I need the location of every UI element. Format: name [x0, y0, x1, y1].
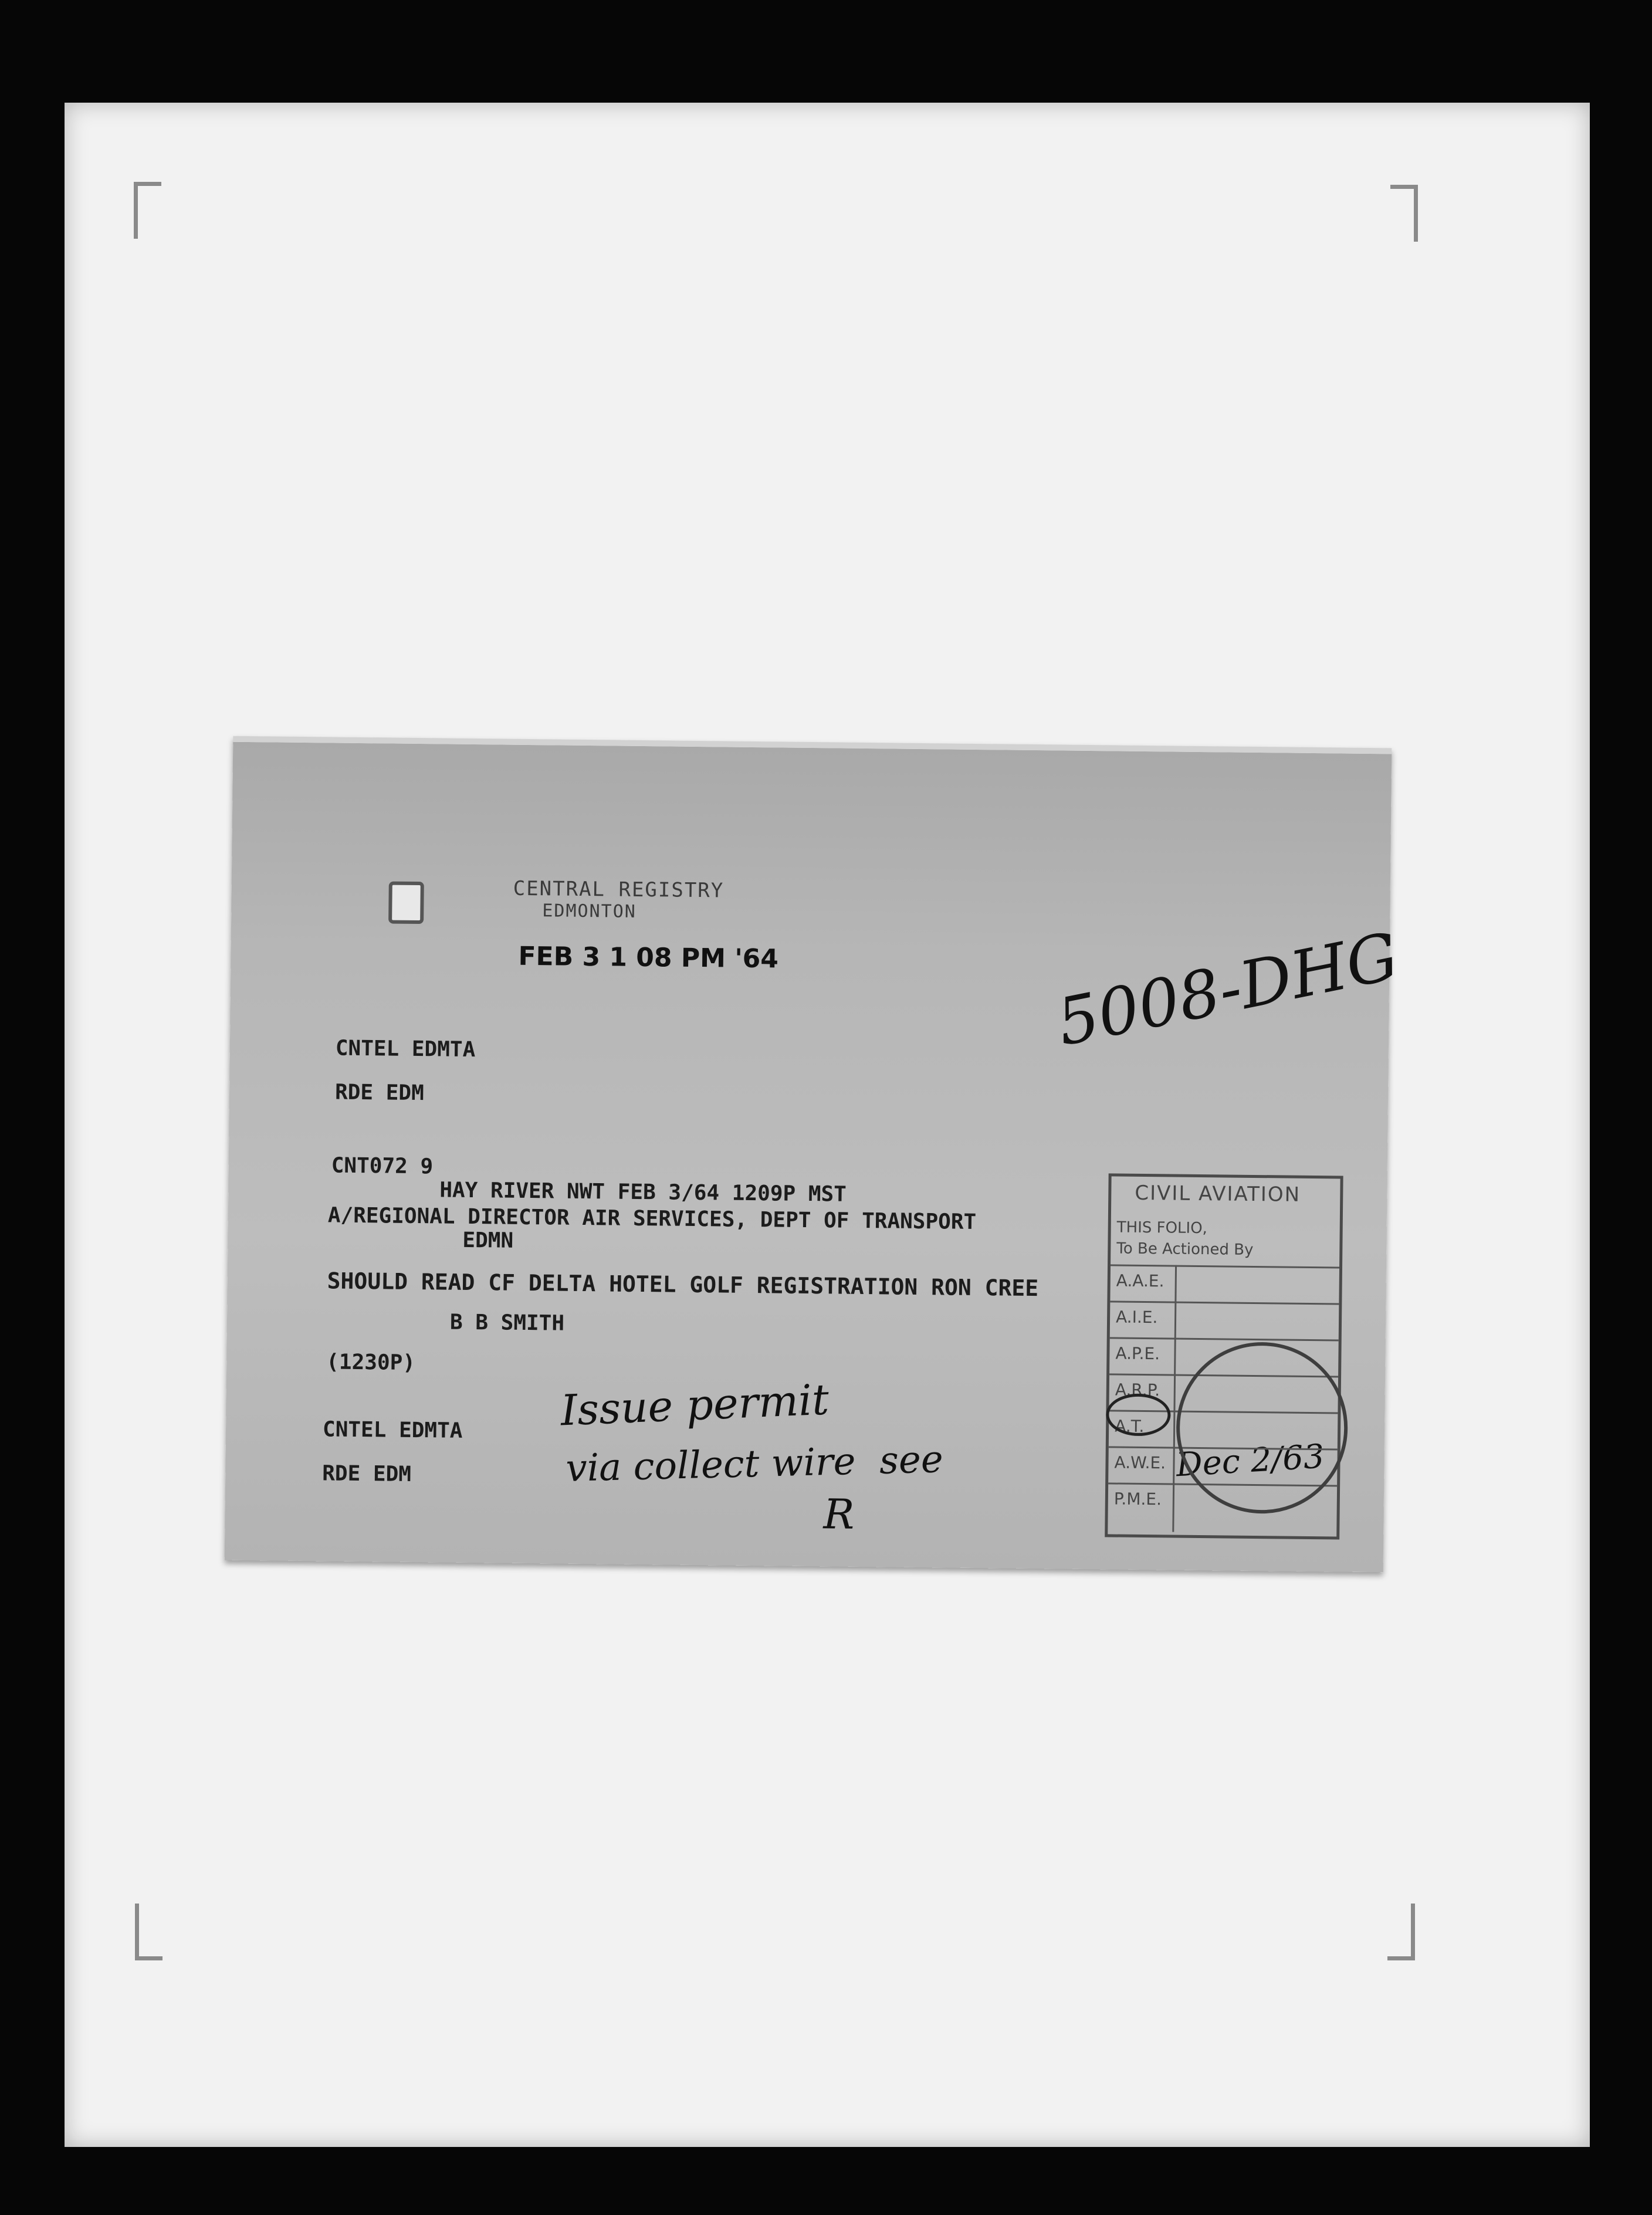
handwritten-date: Dec 2/63	[1174, 1437, 1326, 1485]
folio-row: A.A.E.	[1111, 1264, 1339, 1268]
signature: B B SMITH	[449, 1310, 565, 1336]
filing-time: (1230P)	[326, 1350, 416, 1376]
crop-mark-bottom-left	[135, 1904, 163, 1960]
addressee-city: EDMN	[462, 1228, 514, 1253]
folio-row: A.P.E.	[1110, 1337, 1339, 1341]
registry-stamp-date: FEB 3 1 08 PM '64	[518, 941, 779, 974]
registry-stamp-line2: EDMONTON	[542, 900, 637, 922]
staple-mark	[388, 881, 424, 924]
folio-title: CIVIL AVIATION	[1135, 1181, 1301, 1207]
folio-column-divider	[1172, 1265, 1177, 1532]
registry-stamp-line1: CENTRAL REGISTRY	[513, 876, 725, 903]
arp-circled-mark	[1106, 1393, 1171, 1436]
routing-line-1: CNTEL EDMTA	[335, 1036, 476, 1062]
routing-line-3: CNTEL EDMTA	[322, 1417, 463, 1443]
crop-mark-top-right	[1390, 185, 1418, 242]
folio-row: A.W.E.	[1109, 1446, 1338, 1450]
handwritten-initials: R	[823, 1490, 855, 1539]
routing-line-4: RDE EDM	[322, 1461, 412, 1486]
handwritten-note-line1: Issue permit	[559, 1374, 830, 1435]
telegram-form	[225, 736, 1405, 1573]
handwritten-note-line2: via collect wire see	[565, 1438, 944, 1491]
crop-mark-top-left	[134, 182, 161, 239]
file-number: 5008-DHG	[1051, 918, 1405, 1061]
folio-subtitle-1: THIS FOLIO,	[1116, 1218, 1208, 1238]
origin-line: HAY RIVER NWT FEB 3/64 1209P MST	[439, 1178, 847, 1207]
message-body: SHOULD READ CF DELTA HOTEL GOLF REGISTRATION RON CREE	[327, 1268, 1039, 1302]
folio-row: A.I.E.	[1110, 1300, 1339, 1305]
message-id: CNT072 9	[331, 1153, 434, 1179]
folio-row: A.T.	[1109, 1410, 1338, 1414]
routing-line-2: RDE EDM	[334, 1080, 424, 1106]
addressee-line: A/REGIONAL DIRECTOR AIR SERVICES, DEPT OF TRANSPORT	[327, 1203, 977, 1235]
folio-row: P.M.E.	[1108, 1482, 1337, 1486]
folio-row: A.R.P.	[1109, 1373, 1338, 1377]
crop-mark-bottom-right	[1387, 1904, 1415, 1960]
folio-subtitle-2: To Be Actioned By	[1116, 1239, 1254, 1259]
